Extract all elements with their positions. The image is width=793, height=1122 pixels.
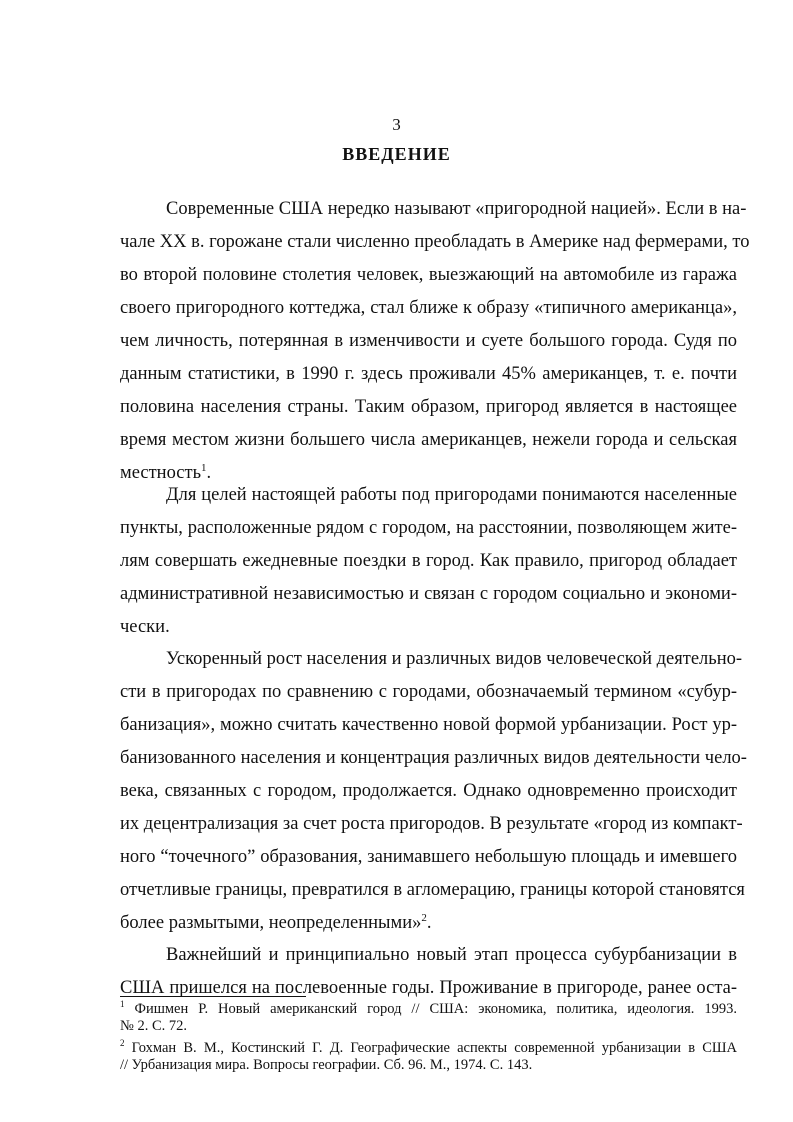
footnote-divider bbox=[120, 996, 306, 997]
text-line: банизация», можно считать качественно новой формой урбанизации. Рост ур- bbox=[120, 715, 737, 735]
text-line: сти в пригородах по сравнению с городами, обозначаемый термином «субур- bbox=[120, 682, 737, 702]
text-line: банизованного населения и концентрация различных видов деятельности чело- bbox=[120, 748, 747, 768]
text-line: время местом жизни большего числа американцев, нежели города и сельская bbox=[120, 430, 737, 450]
text-line: лям совершать ежедневные поездки в город. Как правило, пригород обладает bbox=[120, 551, 737, 571]
text-line: своего пригородного коттеджа, стал ближе к образу «типичного американца», bbox=[120, 298, 737, 318]
footnote-ref-1: 1 bbox=[201, 461, 207, 474]
text-line: более размытыми, неопределенными»$^2$. bbox=[120, 911, 432, 933]
text-line: административной независимостью и связан с городом социально и экономи- bbox=[120, 584, 737, 604]
text-line: чески. bbox=[120, 617, 170, 637]
text-line: пункты, расположенные рядом с городом, на расстоянии, позволяющем жите- bbox=[120, 518, 737, 538]
footnote-1-cont: № 2. С. 72. bbox=[120, 1018, 188, 1034]
text-line: их децентрализация за счет роста пригородов. В результате «город из компакт- bbox=[120, 814, 743, 834]
page-number: 3 bbox=[392, 115, 401, 134]
text-line: ного “точечного” образования, занимавшего небольшую площадь и имевшего bbox=[120, 847, 737, 867]
text-line: века, связанных с городом, продолжается. Однако одновременно происходит bbox=[120, 781, 737, 801]
footnote-2: $^2$ Гохман В. М., Костинский Г. Д. Географические аспекты современной урбанизации в США bbox=[120, 1038, 738, 1056]
text-line: Для целей настоящей работы под пригородами понимаются населенные bbox=[166, 485, 737, 505]
footnote-mark: 2 bbox=[120, 1038, 125, 1049]
text-line: Важнейший и принципиально новый этап процесса субурбанизации в bbox=[166, 945, 737, 965]
text-line: Современные США нередко называют «пригородной нацией». Если в на- bbox=[166, 199, 747, 219]
text-line: Ускоренный рост населения и различных видов человеческой деятельно- bbox=[166, 649, 743, 669]
text-line: США пришелся на послевоенные годы. Проживание в пригороде, ранее оста- bbox=[120, 978, 737, 998]
text-line: данным статистики, в 1990 г. здесь проживали 45% американцев, т. е. почти bbox=[120, 364, 737, 384]
text-line: отчетливые границы, превратился в агломерацию, границы которой становятся bbox=[120, 880, 745, 900]
text-line: местность$^1$. bbox=[120, 461, 212, 483]
footnote-mark: 1 bbox=[120, 999, 125, 1010]
footnote-2-cont: // Урбанизация мира. Вопросы географии. Сб. 96. М., 1974. С. 143. bbox=[120, 1057, 533, 1073]
text-line: чем личность, потерянная в изменчивости и суете большого города. Судя по bbox=[120, 331, 737, 351]
text-line: половина населения страны. Таким образом, пригород является в настоящее bbox=[120, 397, 737, 417]
page-title: ВВЕДЕНИЕ bbox=[342, 144, 451, 164]
text-line: во второй половине столетия человек, выезжающий на автомобиле из гаража bbox=[120, 265, 737, 285]
footnote-1: $^1$ Фишмен Р. Новый американский город // США: экономика, политика, идеология. 1993. bbox=[120, 999, 738, 1017]
footnote-ref-2: 2 bbox=[421, 911, 427, 924]
text-line: чале XX в. горожане стали численно преобладать в Америке над фермерами, то bbox=[120, 232, 750, 252]
